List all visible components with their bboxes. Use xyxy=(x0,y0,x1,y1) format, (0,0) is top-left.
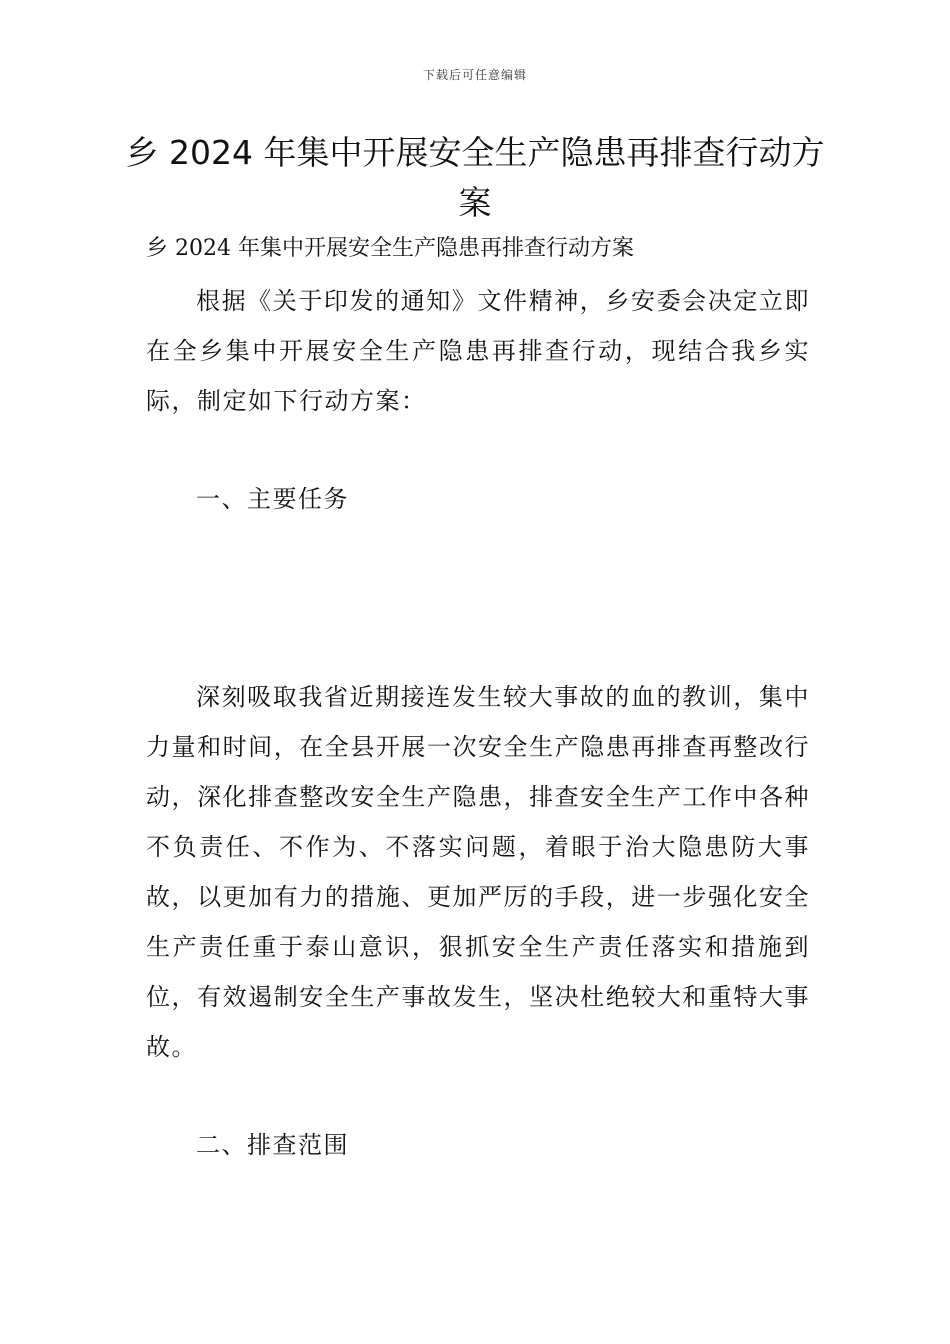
section-heading-main-tasks: 一、主要任务 xyxy=(196,485,349,513)
main-tasks-paragraph: 深刻吸取我省近期接连发生较大事故的血的教训，集中力量和时间，在全县开展一次安全生产隐患再排查再整改行动，深化排查整改安全生产隐患，排查安全生产工作中各种不负责任、不作为、不落实问题，着眼于治大隐患防大事故，以更加有力的措施、更加严厉的手段，进一步强化安全生产责任重于泰山意识，狠抓安全生产责任落实和措施到位，有效遏制安全生产事故发生，坚决杜绝较大和重特大事故。 xyxy=(146,683,810,1061)
document-title: 乡 2024 年集中开展安全生产隐患再排查行动方案 xyxy=(125,133,825,222)
document-subtitle: 乡 2024 年集中开展安全生产隐患再排查行动方案 xyxy=(146,236,634,261)
header-note: 下载后可任意编辑 xyxy=(422,68,527,82)
intro-paragraph: 根据《关于印发的通知》文件精神，乡安委会决定立即在全乡集中开展安全生产隐患再排查行动，现结合我乡实际，制定如下行动方案： xyxy=(146,287,810,415)
section-heading-scope: 二、排查范围 xyxy=(196,1131,349,1159)
